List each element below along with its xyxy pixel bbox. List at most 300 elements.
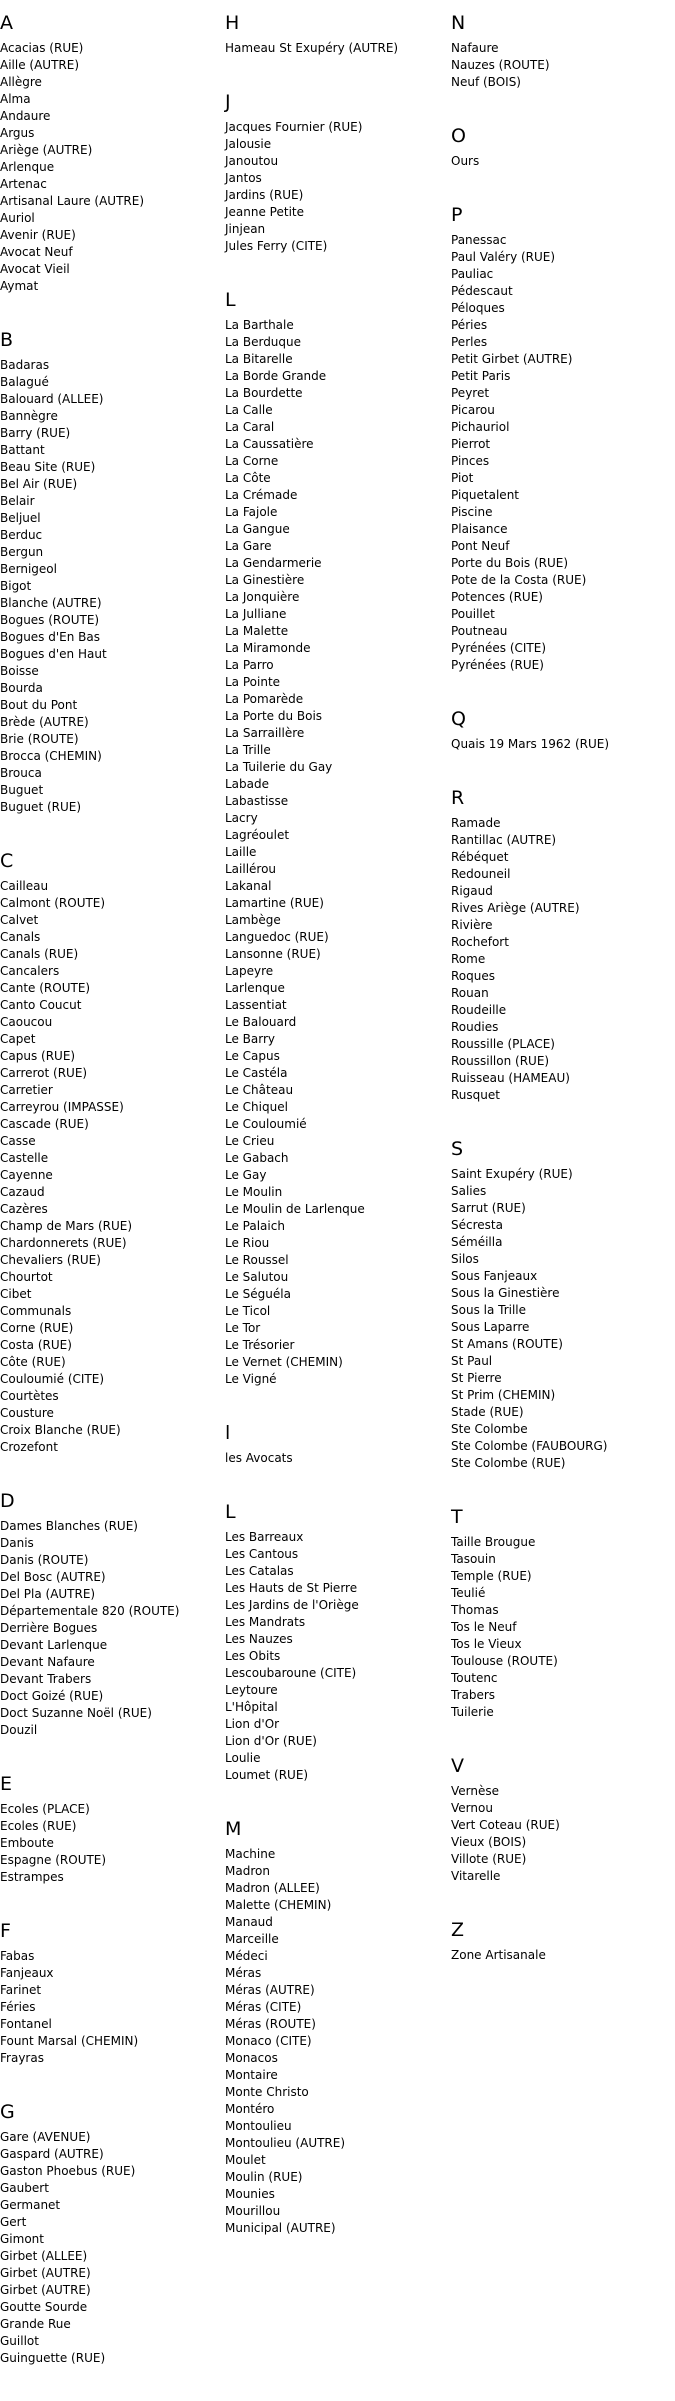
street-link[interactable]: Acacias (RUE)	[0, 41, 84, 55]
street-link[interactable]: Danis	[0, 1536, 34, 1550]
street-link[interactable]: Ruisseau (HAMEAU)	[451, 1071, 570, 1085]
street-link[interactable]: Emboute	[0, 1836, 54, 1850]
street-link[interactable]: les Avocats	[225, 1451, 293, 1465]
street-link[interactable]: Laille	[225, 845, 257, 859]
street-link[interactable]: Roussille (PLACE)	[451, 1037, 555, 1051]
street-link[interactable]: Balagué	[0, 375, 49, 389]
street-link[interactable]: Mounies	[225, 2187, 275, 2201]
street-link[interactable]: Le Tor	[225, 1321, 261, 1335]
street-link[interactable]: Le Castéla	[225, 1066, 288, 1080]
street-link[interactable]: Le Gabach	[225, 1151, 289, 1165]
street-link[interactable]: Del Pla (AUTRE)	[0, 1587, 96, 1601]
street-link[interactable]: Derrière Bogues	[0, 1621, 98, 1635]
street-link[interactable]: Lassentiat	[225, 998, 287, 1012]
street-link[interactable]: Le Salutou	[225, 1270, 289, 1284]
street-link[interactable]: Gimont	[0, 2232, 44, 2246]
street-link[interactable]: Piot	[451, 471, 474, 485]
street-link[interactable]: Potences (RUE)	[451, 590, 543, 604]
street-link[interactable]: Bogues d'en Haut	[0, 647, 107, 661]
street-link[interactable]: Les Barreaux	[225, 1530, 304, 1544]
street-link[interactable]: Rochefort	[451, 935, 509, 949]
street-link[interactable]: St Amans (ROUTE)	[451, 1337, 563, 1351]
street-link[interactable]: Jalousie	[225, 137, 272, 151]
street-link[interactable]: La Jonquière	[225, 590, 300, 604]
street-link[interactable]: Laillérou	[225, 862, 277, 876]
street-link[interactable]: Méras (ROUTE)	[225, 2017, 316, 2031]
street-link[interactable]: Jantos	[225, 171, 262, 185]
street-link[interactable]: La Porte du Bois	[225, 709, 323, 723]
street-link[interactable]: Goutte Sourde	[0, 2300, 88, 2314]
street-link[interactable]: La Tuilerie du Gay	[225, 760, 333, 774]
street-link[interactable]: La Malette	[225, 624, 289, 638]
street-link[interactable]: Vitarelle	[451, 1869, 501, 1883]
street-link[interactable]: Machine	[225, 1847, 276, 1861]
street-link[interactable]: Pinces	[451, 454, 490, 468]
street-link[interactable]: Girbet (AUTRE)	[0, 2266, 91, 2280]
street-link[interactable]: La Côte	[225, 471, 271, 485]
street-link[interactable]: La Ginestière	[225, 573, 305, 587]
street-link[interactable]: Les Catalas	[225, 1564, 294, 1578]
street-link[interactable]: Blanche (AUTRE)	[0, 596, 102, 610]
street-link[interactable]: Taille Brougue	[451, 1535, 536, 1549]
street-link[interactable]: Zone Artisanale	[451, 1948, 546, 1962]
street-link[interactable]: Manaud	[225, 1915, 273, 1929]
street-link[interactable]: Neuf (BOIS)	[451, 75, 521, 89]
street-link[interactable]: Redouneil	[451, 867, 511, 881]
street-link[interactable]: Rigaud	[451, 884, 493, 898]
street-link[interactable]: Les Obits	[225, 1649, 281, 1663]
street-link[interactable]: Estrampes	[0, 1870, 64, 1884]
street-link[interactable]: Jardins (RUE)	[225, 188, 304, 202]
street-link[interactable]: Andaure	[0, 109, 51, 123]
street-link[interactable]: La Caussatière	[225, 437, 314, 451]
street-link[interactable]: Picarou	[451, 403, 495, 417]
street-link[interactable]: Beljuel	[0, 511, 41, 525]
street-link[interactable]: Champ de Mars (RUE)	[0, 1219, 133, 1233]
street-link[interactable]: Madron	[225, 1864, 270, 1878]
street-link[interactable]: Ariège (AUTRE)	[0, 143, 93, 157]
street-link[interactable]: Girbet (ALLEE)	[0, 2249, 88, 2263]
street-link[interactable]: Rives Ariège (AUTRE)	[451, 901, 580, 915]
street-link[interactable]: Lion d'Or	[225, 1717, 280, 1731]
street-link[interactable]: Avocat Neuf	[0, 245, 73, 259]
street-link[interactable]: Nauzes (ROUTE)	[451, 58, 550, 72]
street-link[interactable]: Petit Girbet (AUTRE)	[451, 352, 573, 366]
street-link[interactable]: Janoutou	[225, 154, 279, 168]
street-link[interactable]: Crozefont	[0, 1440, 58, 1454]
street-link[interactable]: La Corne	[225, 454, 279, 468]
street-link[interactable]: Languedoc (RUE)	[225, 930, 329, 944]
street-link[interactable]: Municipal (AUTRE)	[225, 2221, 336, 2235]
street-link[interactable]: Méras	[225, 1966, 262, 1980]
street-link[interactable]: Avocat Vieil	[0, 262, 70, 276]
street-link[interactable]: Péries	[451, 318, 488, 332]
street-link[interactable]: Corne (RUE)	[0, 1321, 74, 1335]
street-link[interactable]: Leytoure	[225, 1683, 278, 1697]
street-link[interactable]: Le Riou	[225, 1236, 270, 1250]
street-link[interactable]: Jeanne Petite	[225, 205, 305, 219]
street-link[interactable]: Sous la Ginestière	[451, 1286, 560, 1300]
street-link[interactable]: Espagne (ROUTE)	[0, 1853, 107, 1867]
street-link[interactable]: Pote de la Costa (RUE)	[451, 573, 587, 587]
street-link[interactable]: Del Bosc (AUTRE)	[0, 1570, 106, 1584]
street-link[interactable]: Le Séguéla	[225, 1287, 291, 1301]
street-link[interactable]: Cascade (RUE)	[0, 1117, 89, 1131]
street-link[interactable]: Croix Blanche (RUE)	[0, 1423, 121, 1437]
street-link[interactable]: Chardonnerets (RUE)	[0, 1236, 127, 1250]
street-link[interactable]: Le Ticol	[225, 1304, 271, 1318]
street-link[interactable]: Roudeille	[451, 1003, 507, 1017]
street-link[interactable]: Pouillet	[451, 607, 495, 621]
street-link[interactable]: La Calle	[225, 403, 273, 417]
street-link[interactable]: Jacques Fournier (RUE)	[225, 120, 363, 134]
street-link[interactable]: La Pomarède	[225, 692, 304, 706]
street-link[interactable]: Farinet	[0, 1983, 42, 1997]
street-link[interactable]: Sarrut (RUE)	[451, 1201, 526, 1215]
street-link[interactable]: La Berduque	[225, 335, 302, 349]
street-link[interactable]: Loumet (RUE)	[225, 1768, 309, 1782]
street-link[interactable]: Cibet	[0, 1287, 32, 1301]
street-link[interactable]: Gert	[0, 2215, 27, 2229]
street-link[interactable]: Pauliac	[451, 267, 494, 281]
street-link[interactable]: Lamartine (RUE)	[225, 896, 324, 910]
street-link[interactable]: Les Hauts de St Pierre	[225, 1581, 358, 1595]
street-link[interactable]: Vieux (BOIS)	[451, 1835, 527, 1849]
street-link[interactable]: Lacry	[225, 811, 258, 825]
street-link[interactable]: Bergun	[0, 545, 44, 559]
street-link[interactable]: Ecoles (RUE)	[0, 1819, 77, 1833]
street-link[interactable]: Médeci	[225, 1949, 268, 1963]
street-link[interactable]: Guillot	[0, 2334, 39, 2348]
street-link[interactable]: Malette (CHEMIN)	[225, 1898, 332, 1912]
street-link[interactable]: Les Nauzes	[225, 1632, 293, 1646]
street-link[interactable]: Doct Suzanne Noël (RUE)	[0, 1706, 152, 1720]
street-link[interactable]: Marceille	[225, 1932, 279, 1946]
street-link[interactable]: Montéro	[225, 2102, 275, 2116]
street-link[interactable]: Ramade	[451, 816, 501, 830]
street-link[interactable]: Carreyrou (IMPASSE)	[0, 1100, 124, 1114]
street-link[interactable]: Chourtot	[0, 1270, 53, 1284]
street-link[interactable]: Mourillou	[225, 2204, 281, 2218]
street-link[interactable]: Tos le Vieux	[451, 1637, 522, 1651]
street-link[interactable]: Roudies	[451, 1020, 499, 1034]
street-link[interactable]: Girbet (AUTRE)	[0, 2283, 91, 2297]
street-link[interactable]: Nafaure	[451, 41, 499, 55]
street-link[interactable]: Alma	[0, 92, 31, 106]
street-link[interactable]: Paul Valéry (RUE)	[451, 250, 556, 264]
street-link[interactable]: Lansonne (RUE)	[225, 947, 321, 961]
street-link[interactable]: Madron (ALLEE)	[225, 1881, 320, 1895]
street-link[interactable]: Peyret	[451, 386, 490, 400]
street-link[interactable]: Le Moulin	[225, 1185, 283, 1199]
street-link[interactable]: Méras (CITE)	[225, 2000, 302, 2014]
street-link[interactable]: Thomas	[451, 1603, 499, 1617]
street-link[interactable]: Sous Laparre	[451, 1320, 530, 1334]
street-link[interactable]: Tasouin	[451, 1552, 496, 1566]
street-link[interactable]: Le Palaich	[225, 1219, 285, 1233]
street-link[interactable]: Fabas	[0, 1949, 35, 1963]
street-link[interactable]: Rantillac (AUTRE)	[451, 833, 557, 847]
street-link[interactable]: Calvet	[0, 913, 39, 927]
street-link[interactable]: Quais 19 Mars 1962 (RUE)	[451, 737, 610, 751]
street-link[interactable]: Canals (RUE)	[0, 947, 79, 961]
street-link[interactable]: Cazères	[0, 1202, 48, 1216]
street-link[interactable]: Courtètes	[0, 1389, 59, 1403]
street-link[interactable]: Devant Larlenque	[0, 1638, 108, 1652]
street-link[interactable]: Aymat	[0, 279, 39, 293]
street-link[interactable]: Féries	[0, 2000, 36, 2014]
street-link[interactable]: Cailleau	[0, 879, 49, 893]
street-link[interactable]: Lion d'Or (RUE)	[225, 1734, 317, 1748]
street-link[interactable]: Calmont (ROUTE)	[0, 896, 106, 910]
street-link[interactable]: Le Vernet (CHEMIN)	[225, 1355, 343, 1369]
street-link[interactable]: Devant Nafaure	[0, 1655, 95, 1669]
street-link[interactable]: Séméilla	[451, 1235, 503, 1249]
street-link[interactable]: Larlenque	[225, 981, 285, 995]
street-link[interactable]: Tos le Neuf	[451, 1620, 517, 1634]
street-link[interactable]: Jinjean	[225, 222, 266, 236]
street-link[interactable]: La Trille	[225, 743, 271, 757]
street-link[interactable]: Gare (AVENUE)	[0, 2130, 91, 2144]
street-link[interactable]: Les Mandrats	[225, 1615, 306, 1629]
street-link[interactable]: Le Gay	[225, 1168, 267, 1182]
street-link[interactable]: La Miramonde	[225, 641, 311, 655]
street-link[interactable]: Le Chiquel	[225, 1100, 288, 1114]
street-link[interactable]: Lapeyre	[225, 964, 274, 978]
street-link[interactable]: Buguet (RUE)	[0, 800, 82, 814]
street-link[interactable]: Le Château	[225, 1083, 294, 1097]
street-link[interactable]: Silos	[451, 1252, 479, 1266]
street-link[interactable]: Le Roussel	[225, 1253, 289, 1267]
street-link[interactable]: Rouan	[451, 986, 489, 1000]
street-link[interactable]: Moulin (RUE)	[225, 2170, 303, 2184]
street-link[interactable]: Guinguette (RUE)	[0, 2351, 106, 2365]
street-link[interactable]: Artenac	[0, 177, 47, 191]
street-link[interactable]: La Bourdette	[225, 386, 303, 400]
street-link[interactable]: Trabers	[451, 1688, 496, 1702]
street-link[interactable]: La Gangue	[225, 522, 290, 536]
street-link[interactable]: La Sarraillère	[225, 726, 305, 740]
street-link[interactable]: Avenir (RUE)	[0, 228, 76, 242]
street-link[interactable]: Roques	[451, 969, 495, 983]
street-link[interactable]: Sous la Trille	[451, 1303, 527, 1317]
street-link[interactable]: Salies	[451, 1184, 487, 1198]
street-link[interactable]: Ste Colombe	[451, 1422, 528, 1436]
street-link[interactable]: St Paul	[451, 1354, 493, 1368]
street-link[interactable]: Rivière	[451, 918, 493, 932]
street-link[interactable]: Argus	[0, 126, 35, 140]
street-link[interactable]: Pyrénées (CITE)	[451, 641, 547, 655]
street-link[interactable]: Le Barry	[225, 1032, 276, 1046]
street-link[interactable]: Fount Marsal (CHEMIN)	[0, 2034, 139, 2048]
street-link[interactable]: Badaras	[0, 358, 50, 372]
street-link[interactable]: Devant Trabers	[0, 1672, 92, 1686]
street-link[interactable]: Bernigeol	[0, 562, 57, 576]
street-link[interactable]: Saint Exupéry (RUE)	[451, 1167, 573, 1181]
street-link[interactable]: Battant	[0, 443, 45, 457]
street-link[interactable]: Le Vigné	[225, 1372, 277, 1386]
street-link[interactable]: Boisse	[0, 664, 39, 678]
street-link[interactable]: Ste Colombe (RUE)	[451, 1456, 566, 1470]
street-link[interactable]: Buguet	[0, 783, 44, 797]
street-link[interactable]: La Pointe	[225, 675, 281, 689]
street-link[interactable]: Brouca	[0, 766, 42, 780]
street-link[interactable]: Cazaud	[0, 1185, 45, 1199]
street-link[interactable]: Moulet	[225, 2153, 266, 2167]
street-link[interactable]: Costa (RUE)	[0, 1338, 72, 1352]
street-link[interactable]: Cayenne	[0, 1168, 53, 1182]
street-link[interactable]: Carrerot (RUE)	[0, 1066, 88, 1080]
street-link[interactable]: Temple (RUE)	[451, 1569, 532, 1583]
street-link[interactable]: Gaubert	[0, 2181, 49, 2195]
street-link[interactable]: Bogues (ROUTE)	[0, 613, 100, 627]
street-link[interactable]: Bourda	[0, 681, 43, 695]
street-link[interactable]: Monte Christo	[225, 2085, 309, 2099]
street-link[interactable]: Germanet	[0, 2198, 61, 2212]
street-link[interactable]: Arlenque	[0, 160, 55, 174]
street-link[interactable]: Roussillon (RUE)	[451, 1054, 550, 1068]
street-link[interactable]: Monacos	[225, 2051, 278, 2065]
street-link[interactable]: Lambège	[225, 913, 281, 927]
street-link[interactable]: Casse	[0, 1134, 36, 1148]
street-link[interactable]: Auriol	[0, 211, 35, 225]
street-link[interactable]: Ecoles (PLACE)	[0, 1802, 90, 1816]
street-link[interactable]: Aille (AUTRE)	[0, 58, 80, 72]
street-link[interactable]: Vernèse	[451, 1784, 500, 1798]
street-link[interactable]: Gaston Phoebus (RUE)	[0, 2164, 136, 2178]
street-link[interactable]: Stade (RUE)	[451, 1405, 524, 1419]
street-link[interactable]: Balouard (ALLEE)	[0, 392, 104, 406]
street-link[interactable]: Labastisse	[225, 794, 289, 808]
street-link[interactable]: Rusquet	[451, 1088, 500, 1102]
street-link[interactable]: Brède (AUTRE)	[0, 715, 89, 729]
street-link[interactable]: Sécresta	[451, 1218, 503, 1232]
street-link[interactable]: Pichauriol	[451, 420, 510, 434]
street-link[interactable]: Labade	[225, 777, 270, 791]
street-link[interactable]: Les Cantous	[225, 1547, 299, 1561]
street-link[interactable]: Carretier	[0, 1083, 53, 1097]
street-link[interactable]: Bogues d'En Bas	[0, 630, 101, 644]
street-link[interactable]: Cousture	[0, 1406, 54, 1420]
street-link[interactable]: Toulouse (ROUTE)	[451, 1654, 558, 1668]
street-link[interactable]: Dames Blanches (RUE)	[0, 1519, 138, 1533]
street-link[interactable]: La Julliane	[225, 607, 287, 621]
street-link[interactable]: La Bitarelle	[225, 352, 293, 366]
street-link[interactable]: La Gare	[225, 539, 272, 553]
street-link[interactable]: La Caral	[225, 420, 275, 434]
street-link[interactable]: Montoulieu	[225, 2119, 292, 2133]
street-link[interactable]: Cante (ROUTE)	[0, 981, 91, 995]
street-link[interactable]: Lagréoulet	[225, 828, 290, 842]
street-link[interactable]: Petit Paris	[451, 369, 511, 383]
street-link[interactable]: Danis (ROUTE)	[0, 1553, 89, 1567]
street-link[interactable]: Perles	[451, 335, 488, 349]
street-link[interactable]: Communals	[0, 1304, 72, 1318]
street-link[interactable]: Le Trésorier	[225, 1338, 295, 1352]
street-link[interactable]: Bannègre	[0, 409, 58, 423]
street-link[interactable]: Doct Goizé (RUE)	[0, 1689, 104, 1703]
street-link[interactable]: Montoulieu (AUTRE)	[225, 2136, 346, 2150]
street-link[interactable]: Jules Ferry (CITE)	[225, 239, 328, 253]
street-link[interactable]: Côte (RUE)	[0, 1355, 66, 1369]
street-link[interactable]: Bout du Pont	[0, 698, 78, 712]
street-link[interactable]: Vernou	[451, 1801, 493, 1815]
street-link[interactable]: Pierrot	[451, 437, 491, 451]
street-link[interactable]: Canto Coucut	[0, 998, 82, 1012]
street-link[interactable]: La Barthale	[225, 318, 294, 332]
street-link[interactable]: Hameau St Exupéry (AUTRE)	[225, 41, 399, 55]
street-link[interactable]: La Crémade	[225, 488, 298, 502]
street-link[interactable]: Péloques	[451, 301, 505, 315]
street-link[interactable]: Ste Colombe (FAUBOURG)	[451, 1439, 608, 1453]
street-link[interactable]: Capus (RUE)	[0, 1049, 76, 1063]
street-link[interactable]: Couloumié (CITE)	[0, 1372, 105, 1386]
street-link[interactable]: Montaire	[225, 2068, 278, 2082]
street-link[interactable]: Les Jardins de l'Oriège	[225, 1598, 359, 1612]
street-link[interactable]: Barry (RUE)	[0, 426, 71, 440]
street-link[interactable]: Beau Site (RUE)	[0, 460, 96, 474]
street-link[interactable]: Le Capus	[225, 1049, 280, 1063]
street-link[interactable]: Brocca (CHEMIN)	[0, 749, 102, 763]
street-link[interactable]: La Gendarmerie	[225, 556, 322, 570]
street-link[interactable]: Tuilerie	[451, 1705, 494, 1719]
street-link[interactable]: Vert Coteau (RUE)	[451, 1818, 560, 1832]
street-link[interactable]: Monaco (CITE)	[225, 2034, 312, 2048]
street-link[interactable]: Panessac	[451, 233, 507, 247]
street-link[interactable]: Rébéquet	[451, 850, 509, 864]
street-link[interactable]: Lescoubaroune (CITE)	[225, 1666, 357, 1680]
street-link[interactable]: Fanjeaux	[0, 1966, 54, 1980]
street-link[interactable]: L'Hôpital	[225, 1700, 278, 1714]
street-link[interactable]: Piquetalent	[451, 488, 519, 502]
street-link[interactable]: Grande Rue	[0, 2317, 71, 2331]
street-link[interactable]: Départementale 820 (ROUTE)	[0, 1604, 180, 1618]
street-link[interactable]: Cancalers	[0, 964, 60, 978]
street-link[interactable]: Loulie	[225, 1751, 261, 1765]
street-link[interactable]: Bel Air (RUE)	[0, 477, 78, 491]
street-link[interactable]: La Borde Grande	[225, 369, 327, 383]
street-link[interactable]: Berduc	[0, 528, 43, 542]
street-link[interactable]: Pédescaut	[451, 284, 513, 298]
street-link[interactable]: Bigot	[0, 579, 32, 593]
street-link[interactable]: Allègre	[0, 75, 42, 89]
street-link[interactable]: Le Moulin de Larlenque	[225, 1202, 365, 1216]
street-link[interactable]: Piscine	[451, 505, 493, 519]
street-link[interactable]: Le Crieu	[225, 1134, 275, 1148]
street-link[interactable]: Pyrénées (RUE)	[451, 658, 544, 672]
street-link[interactable]: Brie (ROUTE)	[0, 732, 79, 746]
street-link[interactable]: Lakanal	[225, 879, 272, 893]
street-link[interactable]: Caoucou	[0, 1015, 53, 1029]
street-link[interactable]: Gaspard (AUTRE)	[0, 2147, 104, 2161]
street-link[interactable]: Chevaliers (RUE)	[0, 1253, 101, 1267]
street-link[interactable]: Rome	[451, 952, 486, 966]
street-link[interactable]: La Parro	[225, 658, 274, 672]
street-link[interactable]: Artisanal Laure (AUTRE)	[0, 194, 145, 208]
street-link[interactable]: Castelle	[0, 1151, 49, 1165]
street-link[interactable]: St Pierre	[451, 1371, 502, 1385]
street-link[interactable]: La Fajole	[225, 505, 278, 519]
street-link[interactable]: Poutneau	[451, 624, 508, 638]
street-link[interactable]: Capet	[0, 1032, 36, 1046]
street-link[interactable]: Toutenc	[451, 1671, 498, 1685]
street-link[interactable]: St Prim (CHEMIN)	[451, 1388, 556, 1402]
street-link[interactable]: Fontanel	[0, 2017, 52, 2031]
street-link[interactable]: Douzil	[0, 1723, 38, 1737]
street-link[interactable]: Canals	[0, 930, 41, 944]
street-link[interactable]: Sous Fanjeaux	[451, 1269, 538, 1283]
street-link[interactable]: Le Balouard	[225, 1015, 297, 1029]
